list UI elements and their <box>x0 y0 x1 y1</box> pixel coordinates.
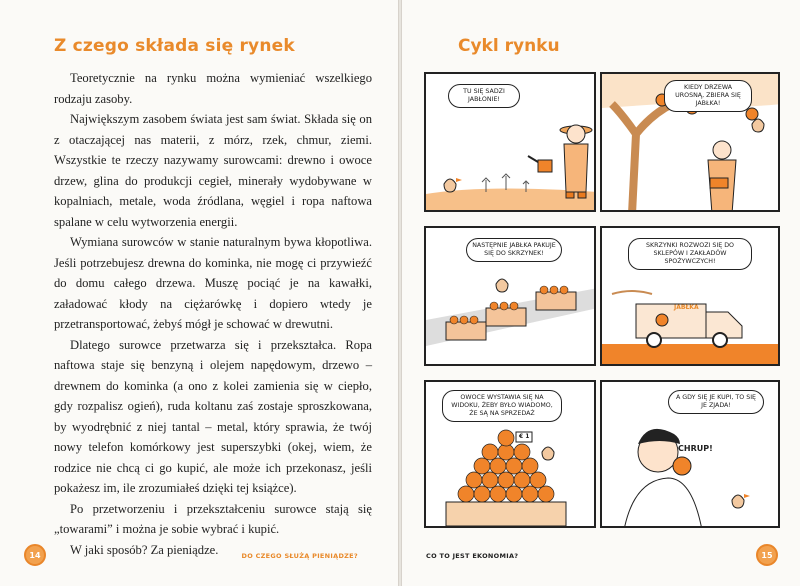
speech-bubble: KIEDY DRZEWA UROSNĄ, ZBIERA SIĘ JABŁKA! <box>664 80 752 112</box>
page-title: Z czego składa się rynek <box>54 36 295 56</box>
speech-bubble: TU SIĘ SADZI JABŁONIE! <box>448 84 520 108</box>
right-page <box>402 0 800 586</box>
speech-bubble: SKRZYNKI ROZWOZI SIĘ DO SKLEPÓW I ZAKŁADÓW SPOŻYWCZYCH! <box>628 238 752 270</box>
page-number: 14 <box>24 544 46 566</box>
comic-title: Cykl rynku <box>458 36 560 56</box>
speech-bubble: NASTĘPNIE JABŁKA PAKUJE SIĘ DO SKRZYNEK! <box>466 238 562 262</box>
comic-panel-3 <box>424 226 596 366</box>
paragraph: Po przetworzeniu i przekształceniu surowce stają się „towarami” i można je sobie wybrać i kupić. <box>54 501 372 536</box>
running-footer: DO CZEGO SŁUŻĄ PIENIĄDZE? <box>241 552 358 560</box>
paragraph: Wymiana surowców w stanie naturalnym bywa kłopotliwa. Jeśli potrzebujesz drewna do kominka, nie mogę ci przywieźć do domu całego drzewa. Muszę pociąć je na kawałki, załadować kłody na ciężarówkę i dopiero wtedy je przetransportować, żebyś mógł je schować w drewutni. <box>54 235 372 331</box>
paragraph: Dlatego surowce przetwarza się i przekształca. Ropa naftowa staje się benzyną i olejem napędowym, drzewo – drewnem do kominka (a ono z kolei zamienia się w ciepło, gdy rozpalisz ogień), ruda koltanu zaś zostaje sproszkowana, by wyodrębnić z niej tantal – metal, który sprawia, że twój nowy telefon komórkowy jest superszybki (okej, wiem, że rodzice nie chcą ci go kupić, ale może ich przekonasz, jeśli pokażesz im, ile zrozumiałeś dzięki tej książce). <box>54 337 372 495</box>
paragraph: Największym zasobem świata jest sam świat. Składa się on z otaczającej nas materii, z mórz, rzek, chmur, ziemi. Wszystkie te rzeczy nazywamy surowcami: drewno i owoce drzew, glina do produkcji cegieł, minerały wydobywane w kopalniach, metale, woda źródlana, węgiel i ropa naftowa spalane w celu wytworzenia energii. <box>54 112 372 229</box>
comic-panel-1 <box>424 72 596 212</box>
speech-bubble: OWOCE WYSTAWIA SIĘ NA WIDOKU, ŻEBY BYŁO WIADOMO, ŻE SĄ NA SPRZEDAŻ <box>442 390 562 422</box>
comic-panel-4 <box>600 226 780 366</box>
price-sign: € 1 <box>519 433 530 440</box>
sound-effect: CHRUP! <box>678 444 713 453</box>
page-number: 15 <box>756 544 778 566</box>
left-page <box>0 0 398 586</box>
paragraph: W jaki sposób? Za pieniądze. <box>70 542 219 557</box>
comic-panel-5 <box>424 380 596 528</box>
truck-label: JABŁKA <box>674 304 699 311</box>
body-text <box>54 68 372 560</box>
comic-panel-6 <box>600 380 780 528</box>
running-footer: CO TO JEST EKONOMIA? <box>426 552 519 560</box>
paragraph: Teoretycznie na rynku można wymieniać wszelkiego rodzaju zasoby. <box>54 71 372 106</box>
comic-panel-2 <box>600 72 780 212</box>
speech-bubble: A GDY SIĘ JE KUPI, TO SIĘ JE ZJADA! <box>668 390 764 414</box>
